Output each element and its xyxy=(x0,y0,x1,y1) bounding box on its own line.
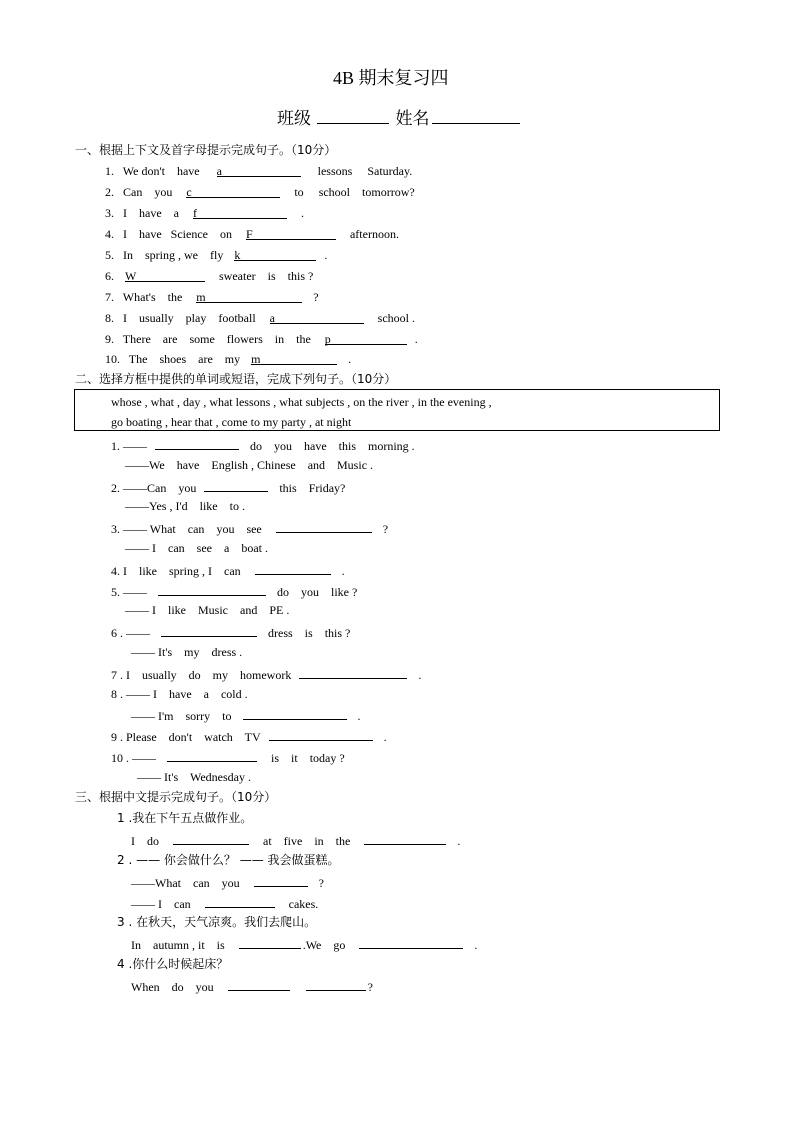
s3-blank-4a[interactable] xyxy=(228,977,290,991)
s1-item-9: 9. There are some flowers in the p . xyxy=(105,332,418,346)
section3-heading: 三、根据中文提示完成句子。（10分） xyxy=(75,790,277,804)
s2-blank-5[interactable] xyxy=(158,582,266,596)
s2-q10-answer: —— It's Wednesday . xyxy=(137,770,251,784)
s2-q5-answer: —— I like Music and PE . xyxy=(125,603,290,617)
page-title: 4B 期末复习四 xyxy=(333,68,449,88)
s2-q10: 10 . —— is it today ? xyxy=(111,748,345,766)
s3-blank-3a[interactable] xyxy=(239,935,301,949)
s2-q6: 6 . —— dress is this ? xyxy=(111,623,350,641)
s3-blank-3b[interactable] xyxy=(359,935,463,949)
s3-q3-chinese: 3 . 在秋天，天气凉爽。我们去爬山。 xyxy=(117,915,317,929)
s2-q1: 1. —— do you have this morning . xyxy=(111,436,415,454)
s2-blank-9[interactable] xyxy=(269,727,373,741)
s1-item-4: 4. I have Science on F afternoon. xyxy=(105,227,399,241)
s2-blank-10[interactable] xyxy=(167,748,257,762)
s2-blank-3[interactable] xyxy=(276,519,372,533)
s3-q1-chinese: 1 .我在下午五点做作业。 xyxy=(117,811,253,825)
s2-blank-6[interactable] xyxy=(161,623,257,637)
s1-blank-1[interactable]: a xyxy=(217,163,301,177)
name-label: 姓名 xyxy=(395,109,430,128)
s1-blank-2[interactable]: c xyxy=(186,184,280,198)
s1-blank-3[interactable]: f xyxy=(193,205,287,219)
s1-item-10: 10. The shoes are my m . xyxy=(105,352,352,366)
s2-blank-2[interactable] xyxy=(204,478,268,492)
s2-q9: 9 . Please don't watch TV . xyxy=(111,727,387,745)
s2-q1-answer: ——We have English , Chinese and Music . xyxy=(125,458,374,472)
s1-blank-5[interactable]: k xyxy=(234,247,316,261)
s3-q1-english: I do at five in the . xyxy=(131,831,460,849)
name-blank[interactable] xyxy=(432,110,520,124)
s2-q5: 5. —— do you like ? xyxy=(111,582,357,600)
word-box-line-1: whose , what , day , what lessons , what subjects , on the river , in the evening , xyxy=(111,395,492,409)
s3-q4-english: When do you ? xyxy=(131,977,373,995)
s1-item-8: 8. I usually play football a school . xyxy=(105,311,416,325)
s3-q3-english: In autumn , it is .We go . xyxy=(131,935,477,953)
section1-heading: 一、根据上下文及首字母提示完成句子。（10分） xyxy=(75,143,337,157)
s3-blank-2a[interactable] xyxy=(254,873,308,887)
s3-q2-english-2: —— I can cakes. xyxy=(131,894,318,912)
s2-q7: 7 . I usually do my homework . xyxy=(111,665,421,683)
s3-blank-4b[interactable] xyxy=(306,977,366,991)
s2-blank-7[interactable] xyxy=(299,665,407,679)
s1-item-5: 5. In spring , we fly k . xyxy=(105,248,328,262)
s1-item-1: 1. We don't have a lessons Saturday. xyxy=(105,164,413,178)
s1-item-3: 3. I have a f . xyxy=(105,206,304,220)
s3-blank-2b[interactable] xyxy=(205,894,275,908)
class-name-line xyxy=(277,108,522,130)
s2-q8-answer: —— I'm sorry to . xyxy=(131,706,361,724)
s2-blank-8[interactable] xyxy=(243,706,347,720)
s2-q2: 2. ——Can you this Friday? xyxy=(111,478,345,496)
s3-q4-chinese: 4 .你什么时候起床？ xyxy=(117,957,229,971)
s2-q2-answer: ——Yes , I'd like to . xyxy=(125,499,245,513)
s1-blank-10[interactable]: m xyxy=(251,351,337,365)
s1-blank-7[interactable]: m xyxy=(196,289,302,303)
s2-q4: 4. I like spring , I can . xyxy=(111,561,345,579)
s1-item-2: 2. Can you c to school tomorrow? xyxy=(105,185,415,199)
s1-blank-4[interactable]: F xyxy=(246,226,336,240)
s2-blank-4[interactable] xyxy=(255,561,331,575)
s1-blank-6[interactable]: W xyxy=(125,268,205,282)
section2-heading: 二、选择方框中提供的单词或短语，完成下列句子。（10分） xyxy=(75,372,397,386)
class-label: 班级 xyxy=(277,109,311,128)
s1-item-7: 7. What's the m ? xyxy=(105,290,319,304)
s3-q2-english-1: ——What can you ? xyxy=(131,873,324,891)
s2-q3-answer: —— I can see a boat . xyxy=(125,541,268,555)
s1-blank-9[interactable]: p xyxy=(325,331,407,345)
s2-q6-answer: —— It's my dress . xyxy=(131,645,243,659)
s2-q8: 8 . —— I have a cold . xyxy=(111,687,248,701)
s3-blank-1b[interactable] xyxy=(364,831,446,845)
s3-q2-chinese: 2 . —— 你会做什么？ —— 我会做蛋糕。 xyxy=(117,853,340,867)
class-blank[interactable] xyxy=(317,110,389,124)
s1-item-6: 6. W sweater is this ? xyxy=(105,269,314,283)
s2-blank-1[interactable] xyxy=(155,436,239,450)
s3-blank-1a[interactable] xyxy=(173,831,249,845)
s2-q3: 3. —— What can you see ? xyxy=(111,519,388,537)
s1-blank-8[interactable]: a xyxy=(270,310,364,324)
word-box-line-2: go boating , hear that , come to my party , at night xyxy=(111,415,352,429)
